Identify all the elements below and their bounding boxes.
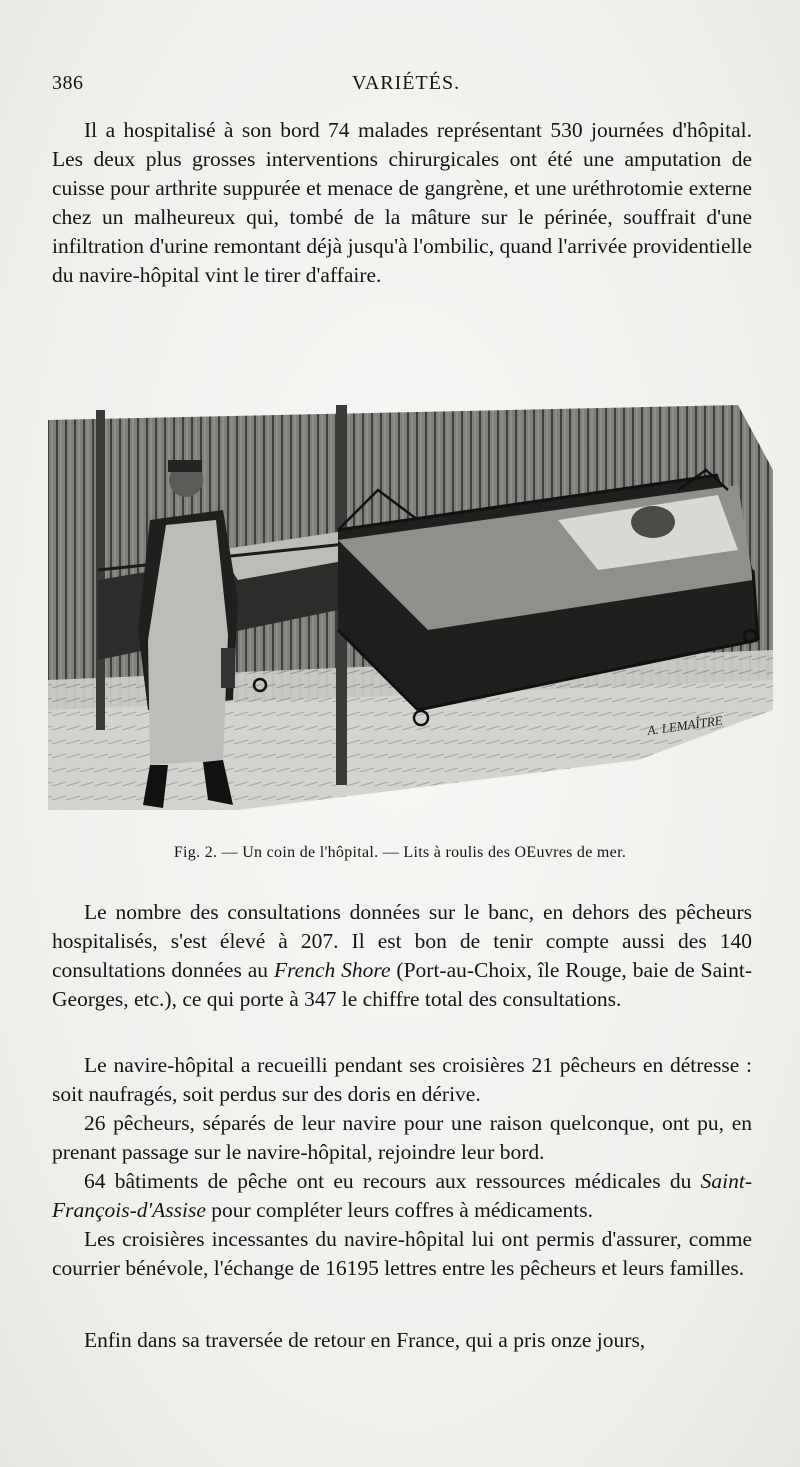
paragraph-medical-text-1: 64 bâtiments de pêche ont eu recours aux ressources médicales du (84, 1169, 701, 1193)
page-header (52, 72, 752, 102)
figure-caption: Fig. 2. — Un coin de l'hôpital. — Lits à roulis des OEuvres de mer. (173, 844, 627, 861)
ship-name-italic: Saint-François-d'Assise (52, 1169, 752, 1222)
paragraph-consultations-text-1: Le nombre des consultations données sur le banc, en dehors des pêcheurs hospitalisés, s'est élevé à 207. Il est bon de tenir compte aussi des 140 consultations données au (52, 900, 752, 982)
hospital-illustration (38, 380, 778, 830)
paragraph-rescued: Le navire-hôpital a recueilli pendant ses croisières 21 pêcheurs en détresse : soit naufragés, soit perdus sur des doris en dérive. (52, 1053, 752, 1106)
artist-signature: A. LEMAÎTRE (646, 712, 724, 738)
paragraph-consultations (52, 898, 752, 1014)
paragraph-letters: Les croisières incessantes du navire-hôpital lui ont permis d'assurer, comme courrier bénévole, l'échange de 16195 lettres entre les pêcheurs et leurs familles. (52, 1227, 752, 1280)
paragraph-medical-supplies (52, 1167, 752, 1225)
paragraph-passage: 26 pêcheurs, séparés de leur navire pour une raison quelconque, ont pu, en prenant passage sur le navire-hôpital, rejoindre leur bord. (52, 1111, 752, 1164)
paragraph-consultations-text-2: (Port-au-Choix, île Rouge, baie de Saint-Georges, etc.), ce qui porte à 347 le chiffre total des consultations. (52, 958, 752, 1011)
page-number: 386 (52, 72, 84, 94)
french-shore-italic: French Shore (273, 958, 391, 982)
running-title: VARIÉTÉS. (352, 72, 461, 94)
paragraph-hospitalised: Il a hospitalisé à son bord 74 malades représentant 530 journées d'hôpital. Les deux plus grosses interventions chirurgicales ont été une amputation de cuisse pour arthrite suppurée et menace de gangrène, et une uréthrotomie externe chez un malheureux qui, tombé de la mâture sur le périnée, souffrait d'une infiltration d'urine remontant déjà jusqu'à l'ombilic, quand l'arrivée providentielle du navire-hôpital vint le tirer d'affaire. (52, 118, 752, 287)
paragraph-medical-text-2: pour compléter leurs coffres à médicaments. (205, 1198, 593, 1222)
paragraph-return: Enfin dans sa traversée de retour en France, qui a pris onze jours, (84, 1328, 646, 1352)
